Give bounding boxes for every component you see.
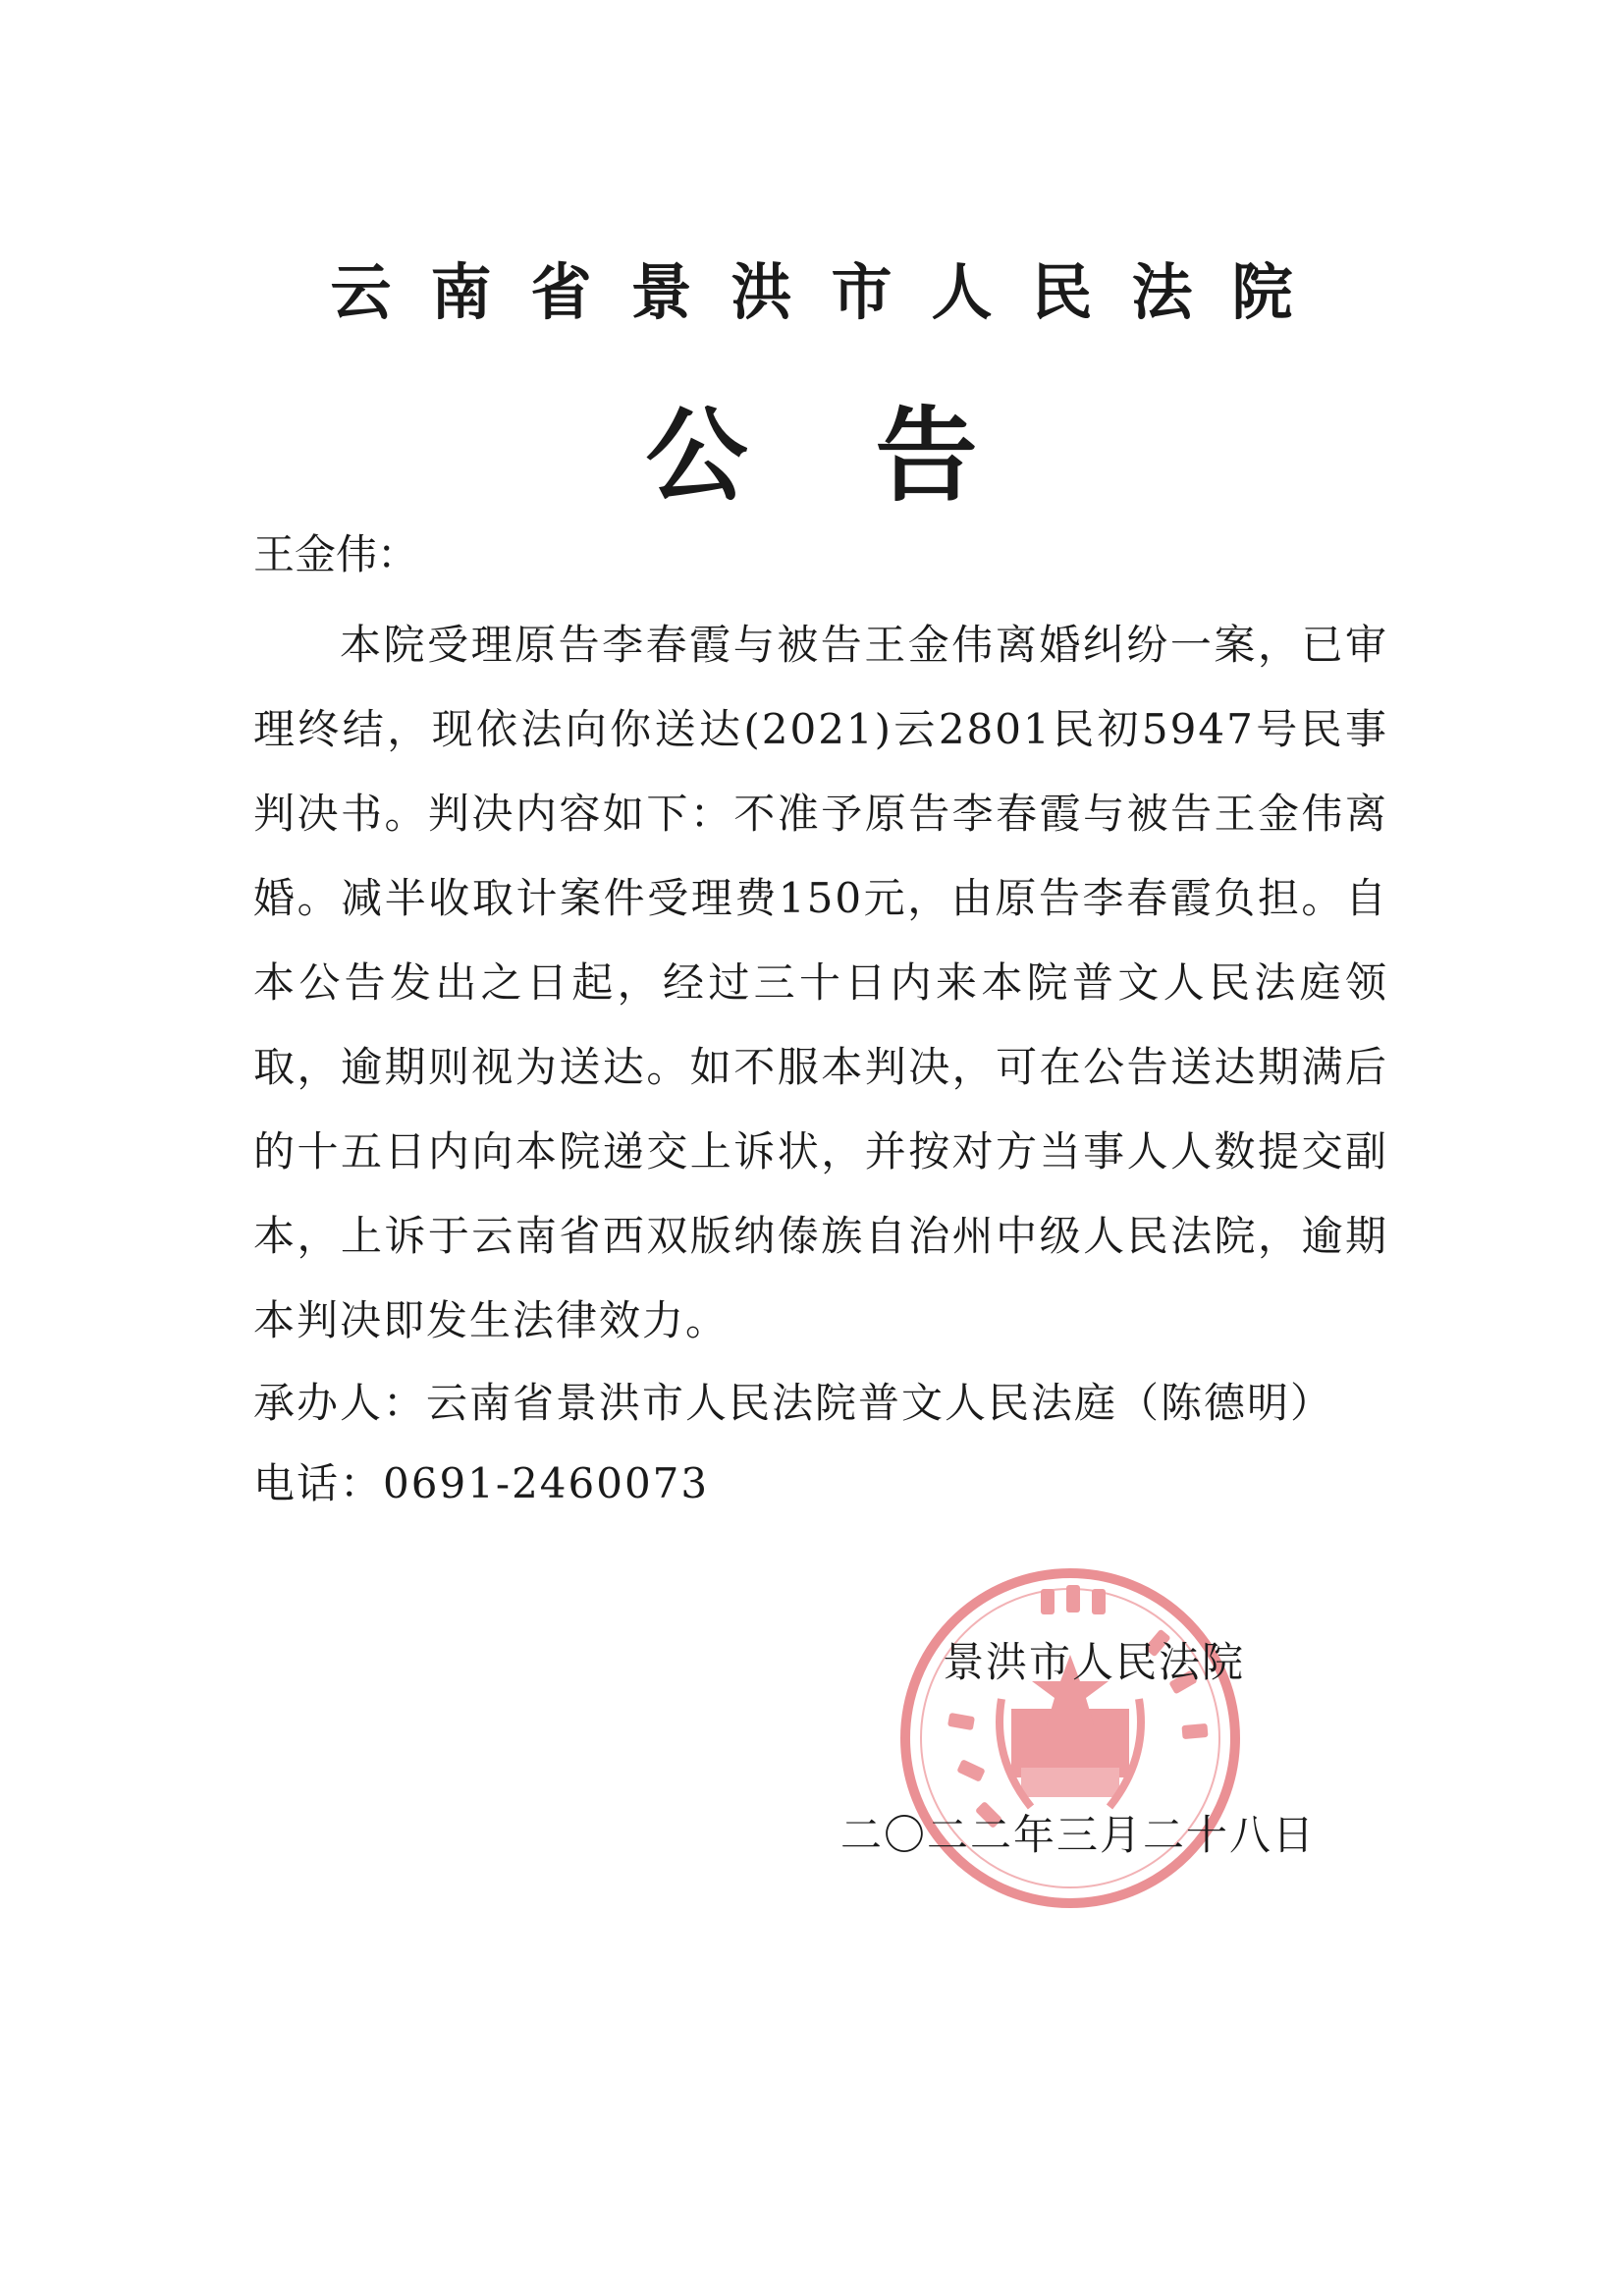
- court-title: 云南省景洪市人民法院: [330, 256, 1332, 328]
- notice-title: 公告: [645, 395, 1106, 516]
- notice-body: 本院受理原告李春霞与被告王金伟离婚纠纷一案，已审理终结，现依法向你送达(2021)云2801民初5947号民事判决书。判决内容如下：不准予原告李春霞与被告王金伟离婚。减半收取计案件受理费150元，由原告李春霞负担。自本公告发出之日起，经过三十日内来本院普文人民法庭领取，逾期则视为送达。如不服本判决，可在公告送达期满后的十五日内向本院递交上诉状，并按对方当事人人数提交副本，上诉于云南省西双版纳傣族自治州中级人民法院，逾期本判决即发生法律效力。: [253, 621, 1388, 1344]
- phone-line: 电话：0691-2460073: [253, 1459, 710, 1507]
- court-seal-icon: [893, 1561, 1247, 1915]
- signature-date: 二〇二二年三月二十八日: [840, 1811, 1317, 1859]
- addressee: 王金伟：: [253, 530, 419, 578]
- handler-line: 承办人：云南省景洪市人民法院普文人民法庭（陈德明）: [253, 1379, 1334, 1427]
- signature-court: 景洪市人民法院: [943, 1638, 1246, 1686]
